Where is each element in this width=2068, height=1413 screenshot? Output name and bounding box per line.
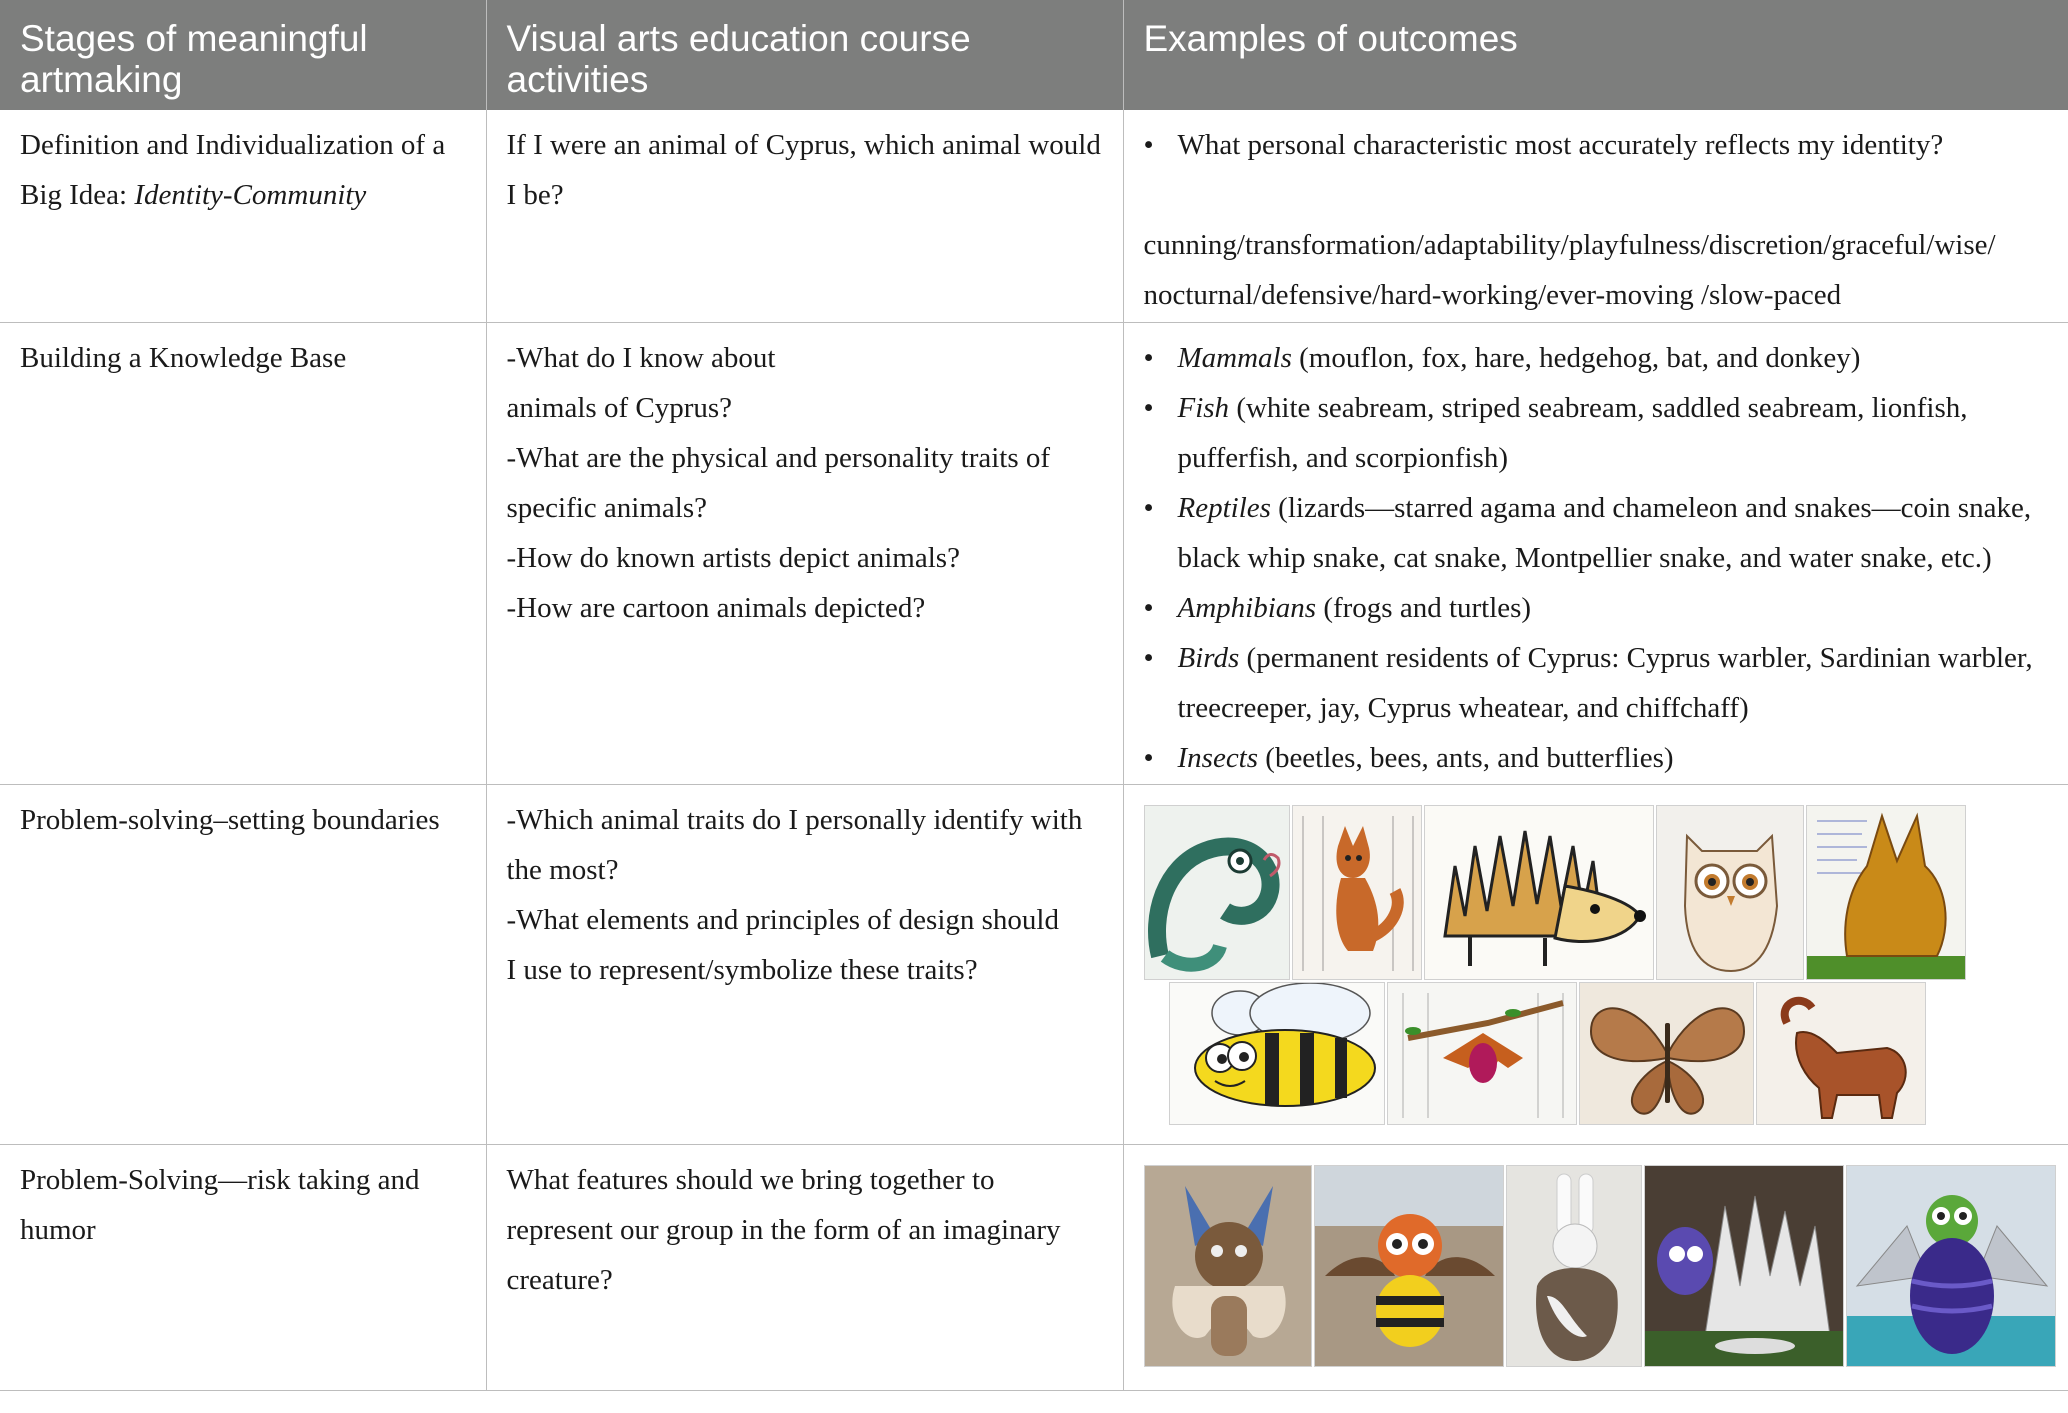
sculptures-gallery [1144, 1145, 2049, 1389]
category-detail: treecreeper, jay, Cyprus wheatear, and chiffchaff) [1177, 691, 1749, 724]
bee-drawing [1169, 982, 1385, 1125]
list-item [1178, 733, 2049, 783]
hedgehog-drawing [1424, 805, 1654, 980]
activity-line: I use to represent/symbolize these traits? [506, 953, 978, 986]
outcome-cell [1123, 784, 2068, 1144]
list-item [1178, 483, 2049, 583]
category-detail: (permanent residents of Cyprus: Cyprus warbler, Sardinian warbler, [1239, 641, 2033, 674]
bat-eared-sculpture [1144, 1165, 1312, 1367]
stage-cell [0, 784, 486, 1144]
outcome-list [1144, 120, 2049, 170]
outcome-list [1144, 333, 2049, 783]
activity-line: If I were an animal of Cyprus, which animal would [506, 129, 1101, 161]
activity-cell [486, 322, 1123, 784]
header-outcomes: Examples of outcomes [1123, 0, 2068, 110]
category-detail: (frogs and turtles) [1316, 591, 1532, 624]
category-detail: pufferfish, and scorpionfish) [1177, 441, 1508, 474]
category-name: Mammals [1177, 341, 1292, 374]
activity-cell [486, 1144, 1123, 1390]
activity-line: -What do I know about [506, 341, 776, 374]
activity-line: -How are cartoon animals depicted? [506, 591, 926, 624]
header-stages: Stages of meaningful artmaking [0, 0, 486, 110]
outcome-cell [1123, 322, 2068, 784]
list-item: • What personal characteristic most accurately reflects my identity? [1178, 120, 2049, 170]
stage-line: Building a Knowledge Base [20, 341, 347, 374]
activity-cell [486, 110, 1123, 322]
bug-bat-sculpture [1846, 1165, 2056, 1367]
owl-bee-sculpture [1314, 1165, 1504, 1367]
activity-line: represent our group in the form of an imaginary [506, 1213, 1061, 1246]
outcome-cell [1123, 110, 2068, 322]
activity-line: -How do known artists depict animals? [506, 541, 960, 574]
stage-line: Big Idea: [20, 179, 135, 211]
big-idea: Identity-Community [134, 179, 367, 211]
table-row [0, 322, 2068, 784]
owl-hedgehog-sculpture [1644, 1165, 1844, 1367]
list-item [1178, 333, 2049, 383]
category-name: Birds [1177, 641, 1240, 674]
category-name: Insects [1177, 741, 1259, 774]
bat-drawing [1387, 982, 1577, 1125]
chameleon-drawing [1144, 805, 1290, 980]
table-row [0, 110, 2068, 322]
category-detail: (mouflon, fox, hare, hedgehog, bat, and donkey) [1291, 341, 1861, 374]
activity-line: -Which animal traits do I personally identify with [506, 803, 1083, 836]
rabbit-sculpture [1506, 1165, 1642, 1367]
activity-line: animals of Cyprus? [506, 391, 733, 424]
activity-cell [486, 784, 1123, 1144]
stage-cell [0, 322, 486, 784]
category-detail: black whip snake, cat snake, Montpellier snake, and water snake, etc.) [1177, 541, 1992, 574]
list-item [1178, 633, 2049, 733]
drawings-gallery [1144, 785, 2049, 1143]
stage-line: Problem-solving–setting boundaries [20, 803, 440, 836]
category-detail: (beetles, bees, ants, and butterflies) [1258, 741, 1674, 774]
stage-line: Problem-Solving—risk taking and [20, 1163, 420, 1196]
stage-line: humor [20, 1213, 96, 1246]
header-activities: Visual arts education course activities [486, 0, 1123, 110]
activity-line: -What elements and principles of design should [506, 903, 1059, 936]
activity-line: I be? [506, 179, 564, 211]
stage-cell [0, 110, 486, 322]
mouflon-drawing [1756, 982, 1926, 1125]
stage-cell [0, 1144, 486, 1390]
activity-line: specific animals? [506, 491, 707, 524]
activity-line: What features should we bring together to [506, 1163, 995, 1196]
category-detail: (lizards—starred agama and chameleon and snakes—coin snake, [1270, 491, 2032, 524]
fox-drawing [1292, 805, 1422, 980]
category-name: Amphibians [1177, 591, 1317, 624]
activity-line: the most? [506, 853, 619, 886]
owl-drawing [1656, 805, 1804, 980]
category-name: Reptiles [1177, 491, 1271, 524]
traits-line: nocturnal/defensive/hard-working/ever-moving /slow-paced [1143, 279, 1842, 311]
hare-drawing [1806, 805, 1966, 980]
stage-line: Definition and Individualization of a [20, 129, 446, 161]
outcome-cell [1123, 1144, 2068, 1390]
traits-line: cunning/transformation/adaptability/playfulness/discretion/graceful/wise/ [1143, 229, 1996, 261]
activity-line: creature? [506, 1263, 613, 1296]
table-row [0, 1144, 2068, 1390]
category-detail: (white seabream, striped seabream, saddled seabream, lionfish, [1229, 391, 1968, 424]
butterfly-drawing [1579, 982, 1754, 1125]
category-name: Fish [1177, 391, 1230, 424]
list-item [1178, 583, 2049, 633]
activity-line: -What are the physical and personality traits of [506, 441, 1051, 474]
list-item [1178, 383, 2049, 483]
header-row [0, 0, 2068, 110]
table-row [0, 784, 2068, 1144]
